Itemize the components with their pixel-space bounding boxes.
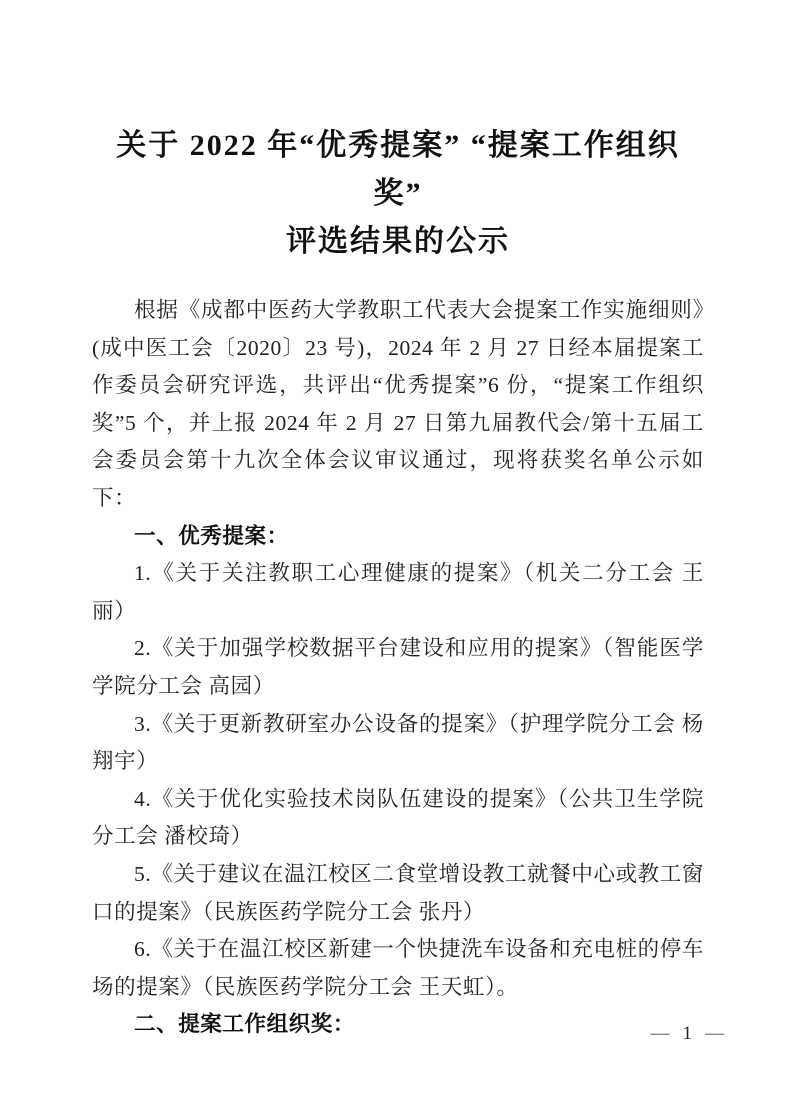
section-heading-organization-award: 二、提案工作组织奖： [134,1012,356,1037]
proposal-item-5: 5.《关于建议在温江校区二食堂增设教工就餐中心或教工窗口的提案》（民族医药学院分工会 张丹） [92,861,704,924]
proposal-item-3: 3.《关于更新教研室办公设备的提案》（护理学院分工会 杨翔宇） [92,711,704,774]
section-heading-excellent-proposals: 一、优秀提案： [134,523,289,548]
document-title [92,122,704,266]
title-line-2: 评选结果的公示 [286,225,510,258]
page-footer [651,1022,725,1046]
intro-paragraph: 根据《成都中医药大学教职工代表大会提案工作实施细则》(成中医工会〔2020〕23 号)，2024 年 2 月 27 日经本届提案工作委员会研究评选，共评出“优秀提案”6 份，“提案工作组织奖”5 个，并上报 2024 年 2 月 27 日第九届教代会/第十五届工会委员会第十九次全体会议审议通过，现将获奖名单公示如下： [92,298,704,510]
proposal-item-1: 1.《关于关注教职工心理健康的提案》（机关二分工会 王丽） [92,561,704,623]
proposal-item-2: 2.《关于加强学校数据平台建设和应用的提案》（智能医学学院分工会 高园） [92,636,704,698]
title-line-1: 关于 2022 年“优秀提案” “提案工作组织奖” [116,129,680,210]
proposal-item-6: 6.《关于在温江校区新建一个快捷洗车设备和充电桩的停车场的提案》（民族医药学院分工会 王天虹）。 [92,937,704,999]
page-number: 1 [682,1023,692,1044]
document-content [92,122,704,1044]
footer-left-dash: — [650,1023,670,1044]
proposal-item-4: 4.《关于优化实验技术岗队伍建设的提案》（公共卫生学院分工会 潘校琦） [92,786,704,849]
footer-right-dash: — [705,1023,724,1044]
